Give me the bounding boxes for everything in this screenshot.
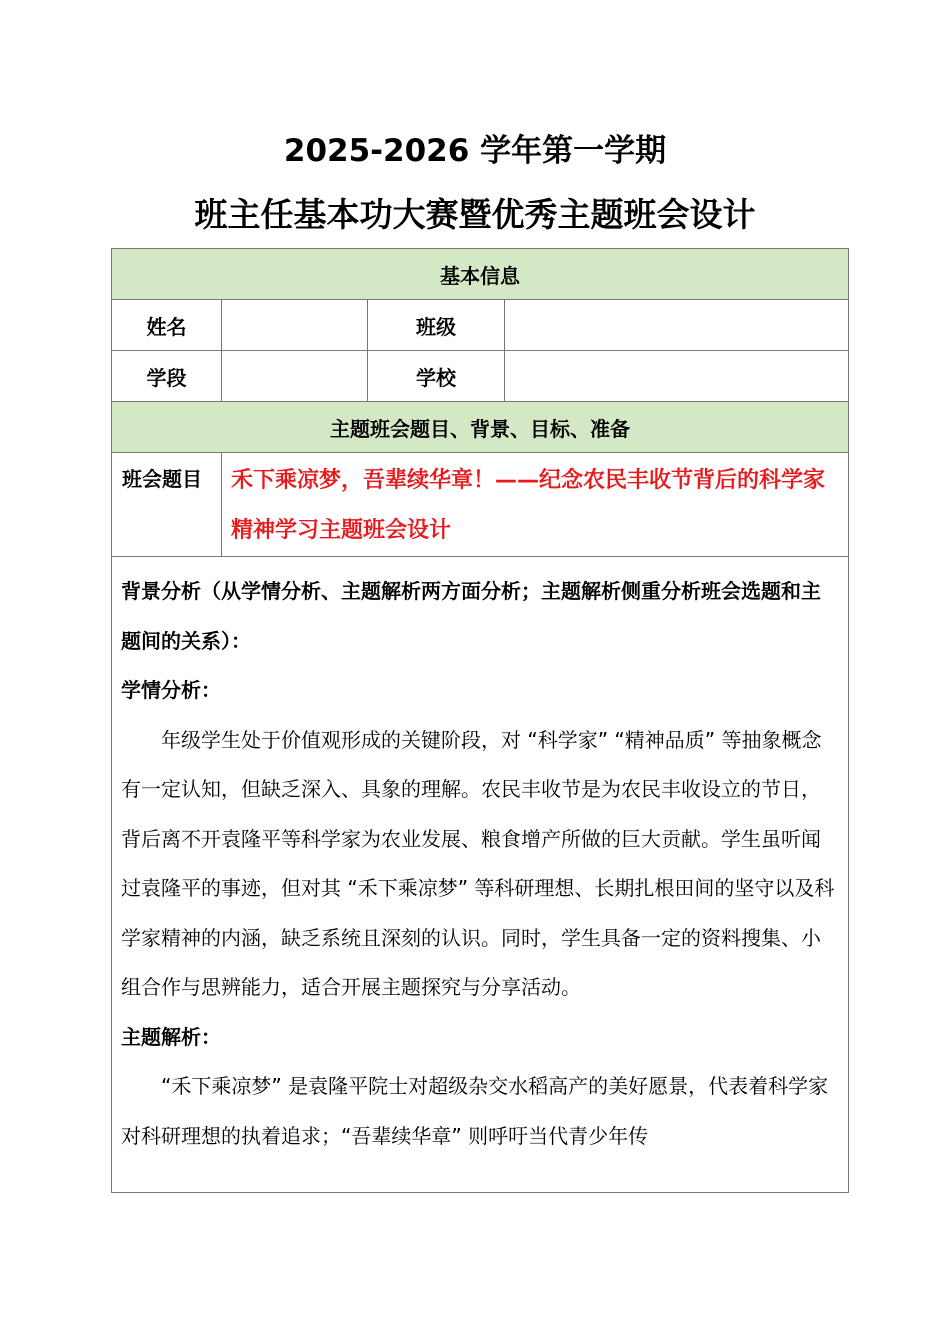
- document-title-line1: 2025-2026 学年第一学期: [283, 133, 667, 169]
- school-field[interactable]: [505, 351, 849, 402]
- class-label: 班级: [368, 300, 505, 351]
- school-label: 学校: [368, 351, 505, 402]
- document-title-line2: 班主任基本功大赛暨优秀主题班会设计: [194, 195, 756, 234]
- student-analysis-heading: 学情分析：: [121, 678, 221, 702]
- stage-field[interactable]: [222, 351, 368, 402]
- lesson-design-form: [111, 248, 849, 1193]
- class-field[interactable]: [505, 300, 849, 351]
- section-header-basic-info: 基本信息: [112, 249, 849, 300]
- topic-label: 班会题目: [112, 453, 222, 557]
- name-label: 姓名: [112, 300, 222, 351]
- name-field[interactable]: [222, 300, 368, 351]
- student-analysis-text: 年级学生处于价值观形成的关键阶段，对 “科学家” “精神品质” 等抽象概念有一定认知，但缺乏深入、具象的理解。农民丰收节是为农民丰收设立的节日，背后离不开袁隆平等科学家为农业发展、粮食增产所做的巨大贡献。学生虽听闻过袁隆平的事迹，但对其 “禾下乘凉梦” 等科研理想、长期扎根田间的坚守以及科学家精神的内涵，缺乏系统且深刻的认识。同时，学生具备一定的资料搜集、小组合作与思辨能力，适合开展主题探究与分享活动。: [121, 727, 835, 999]
- theme-analysis-text: “禾下乘凉梦” 是袁隆平院士对超级杂交水稻高产的美好愿景，代表着科学家对科研理想的执着追求；“吾辈续华章” 则呼吁当代青少年传: [121, 1074, 829, 1148]
- section-header-topic: 主题班会题目、背景、目标、准备: [112, 402, 849, 453]
- theme-analysis-heading: 主题解析：: [121, 1024, 221, 1049]
- background-analysis-cell: [112, 557, 849, 1193]
- topic-title: 禾下乘凉梦，吾辈续华章！——纪念农民丰收节背后的科学家精神学习主题班会设计: [222, 453, 849, 557]
- stage-label: 学段: [112, 351, 222, 402]
- background-heading: 背景分析（从学情分析、主题解析两方面分析；主题解析侧重分析班会选题和主题间的关系）：: [121, 579, 821, 653]
